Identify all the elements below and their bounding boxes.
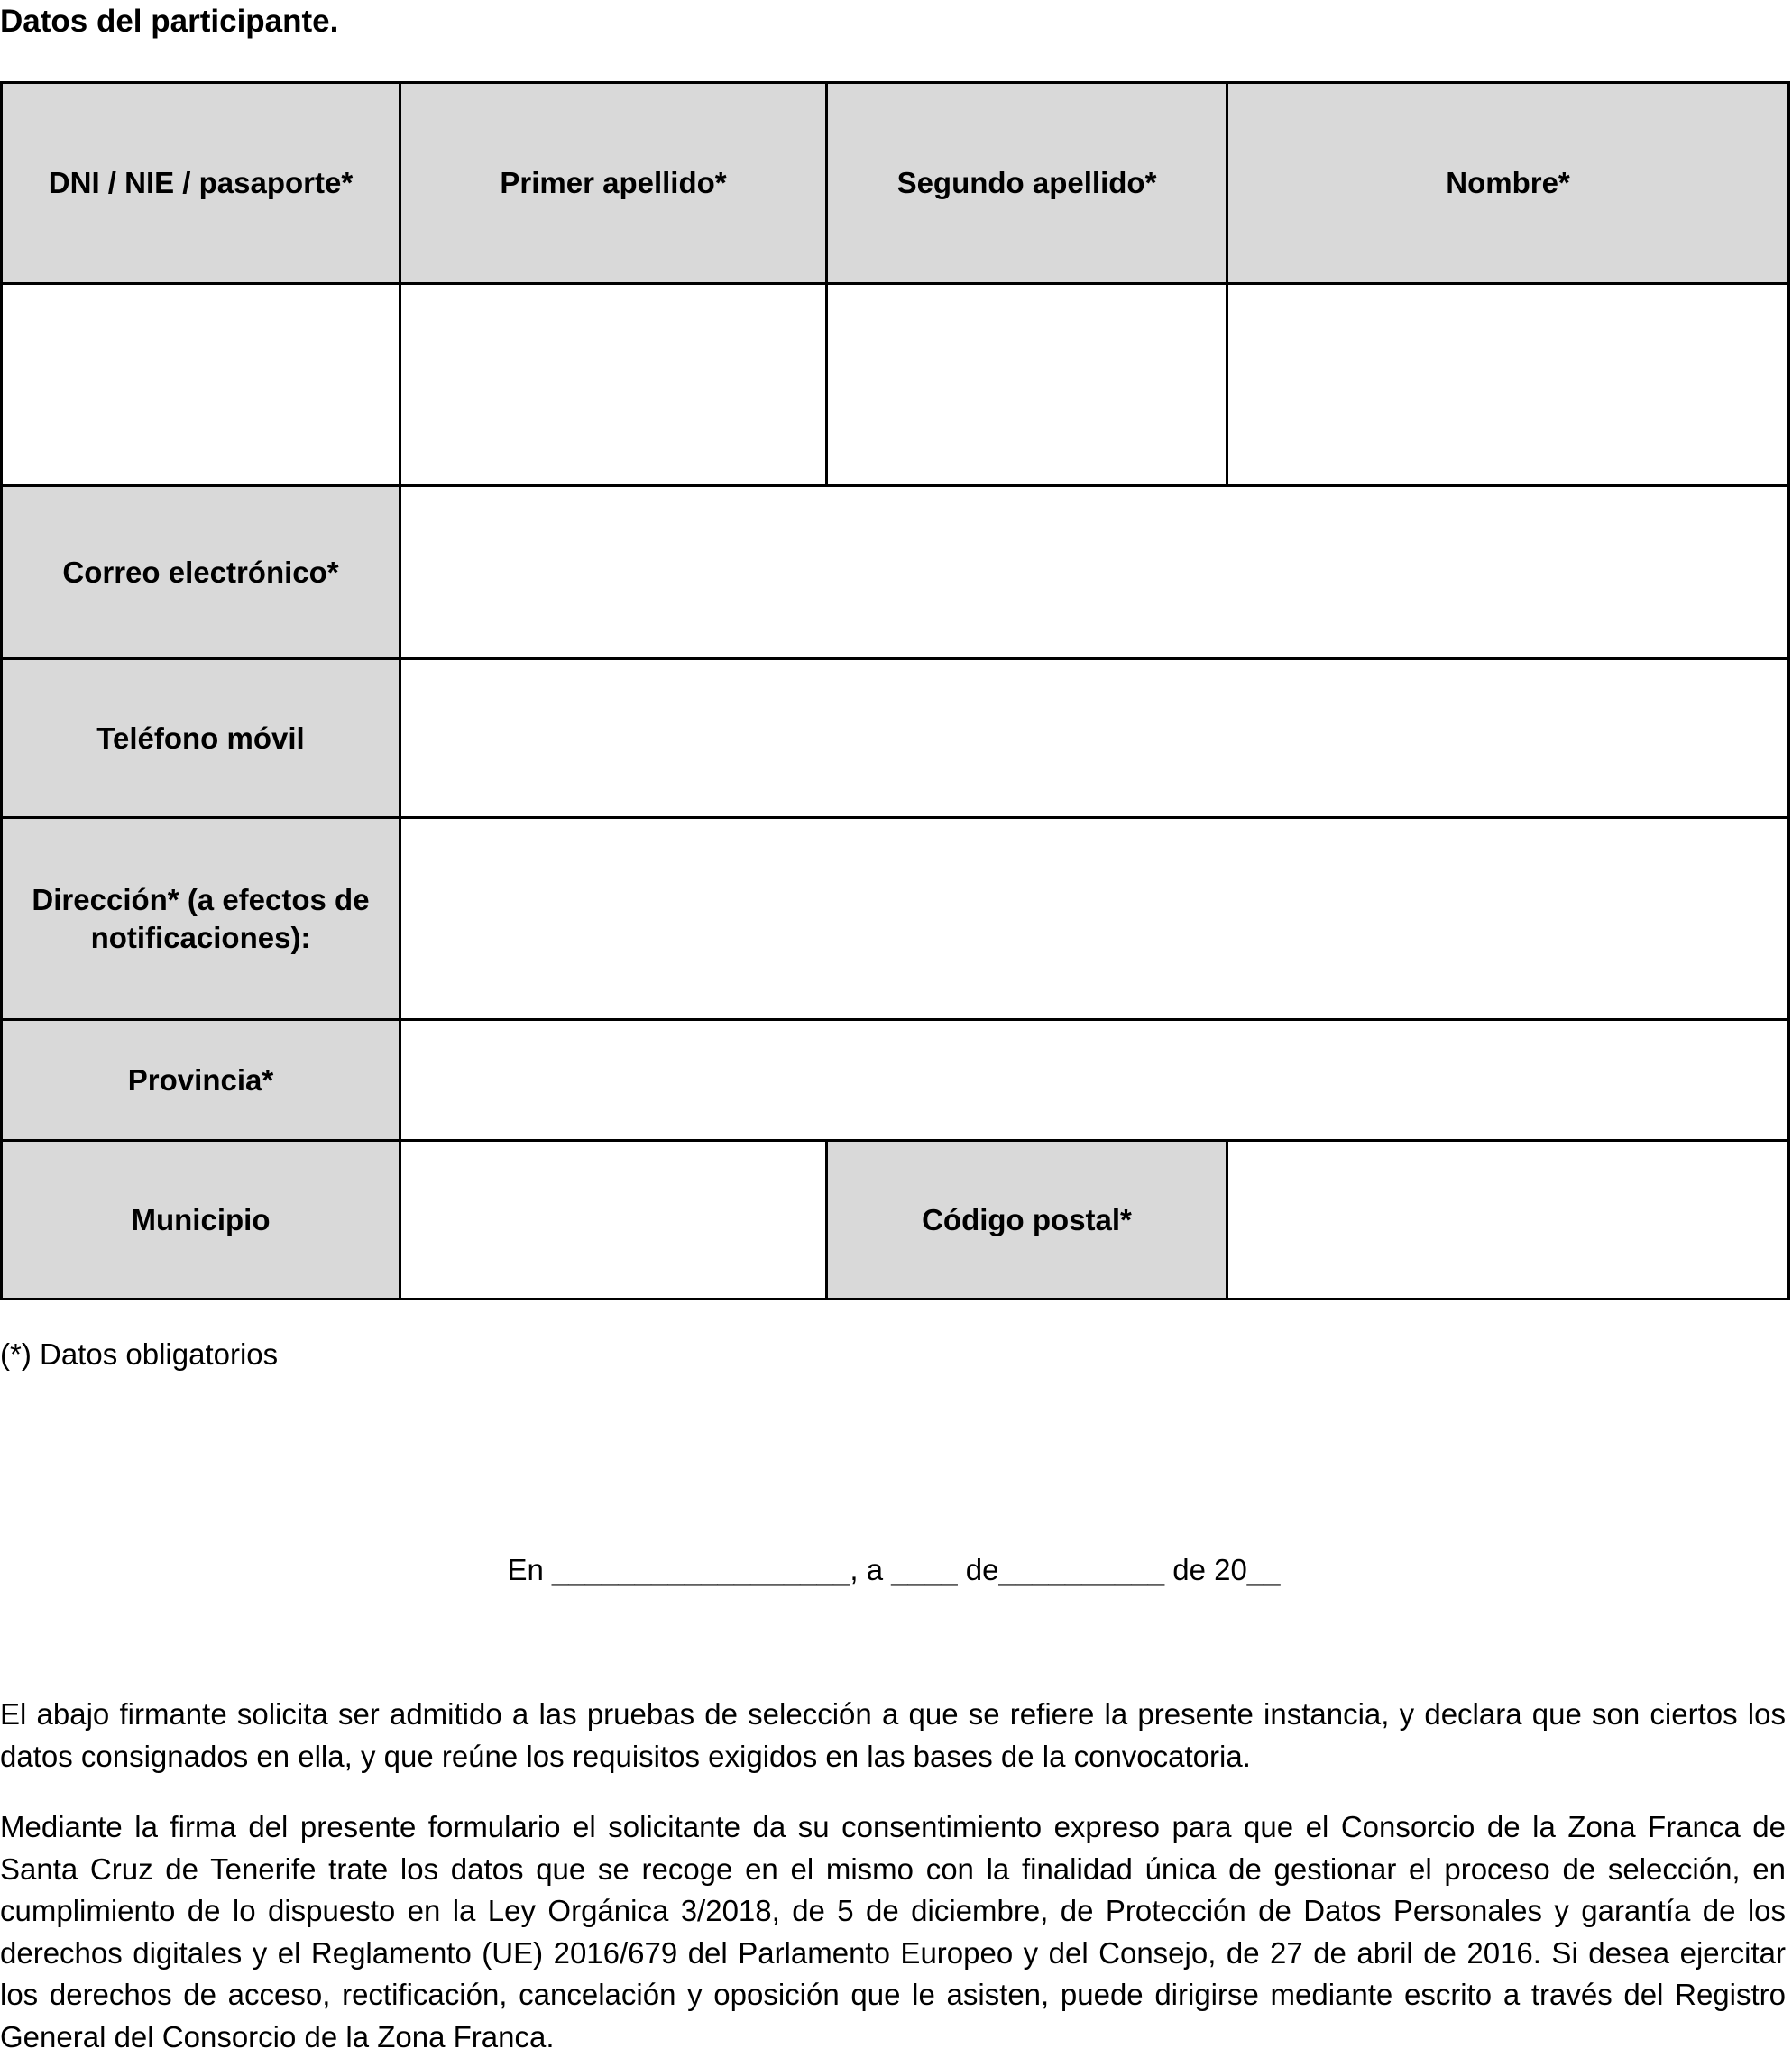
section-title: Datos del participante. [0,4,339,39]
participant-form-table [0,81,1790,1300]
phone-label: Teléfono móvil [2,659,400,818]
municipality-row [2,1141,1789,1300]
header-dni: DNI / NIE / pasaporte* [2,83,400,284]
first-surname-field[interactable] [400,284,827,486]
province-row [2,1020,1789,1141]
second-surname-field[interactable] [827,284,1227,486]
identity-input-row [2,284,1789,486]
name-field[interactable] [1227,284,1789,486]
header-name: Nombre* [1227,83,1789,284]
postal-code-field[interactable] [1227,1141,1789,1300]
email-label: Correo electrónico* [2,486,400,659]
postal-code-label: Código postal* [827,1141,1227,1300]
header-first-surname: Primer apellido* [400,83,827,284]
address-row [2,818,1789,1020]
municipality-field[interactable] [400,1141,827,1300]
email-row [2,486,1789,659]
phone-field[interactable] [400,659,1789,818]
header-row [2,83,1789,284]
phone-row [2,659,1789,818]
required-fields-note: (*) Datos obligatorios [0,1337,279,1371]
dni-field[interactable] [2,284,400,486]
header-second-surname: Segundo apellido* [827,83,1227,284]
address-field[interactable] [400,818,1789,1020]
address-label: Dirección* (a efectos de notificaciones): [2,818,400,1020]
province-field[interactable] [400,1020,1789,1141]
municipality-label: Municipio [2,1141,400,1300]
declaration-paragraph: El abajo firmante solicita ser admitido a las pruebas de selección a que se refiere la presente instancia, y declara que son ciertos los datos consignados en ella, y que reúne los requisitos exigidos en las bases de la convocatoria. [0,1697,1786,1773]
province-label: Provincia* [2,1020,400,1141]
email-field[interactable] [400,486,1789,659]
place-date-line: En __________________, a ____ de__________ de 20__ [507,1553,1281,1586]
data-protection-paragraph: Mediante la firma del presente formulario el solicitante da su consentimiento expreso para que el Consorcio de la Zona Franca de Santa Cruz de Tenerife trate los datos que se recoge en el mismo con la finalidad única de gestionar el proceso de selección, en cumplimiento de lo dispuesto en la Ley Orgánica 3/2018, de 5 de diciembre, de Protección de Datos Personales y garantía de los derechos digitales y el Reglamento (UE) 2016/679 del Parlamento Europeo y del Consejo, de 27 de abril de 2016. Si desea ejercitar los derechos de acceso, rectificación, cancelación y oposición que le asisten, puede dirigirse mediante escrito a través del Registro General del Consorcio de la Zona Franca. [0,1810,1786,2053]
